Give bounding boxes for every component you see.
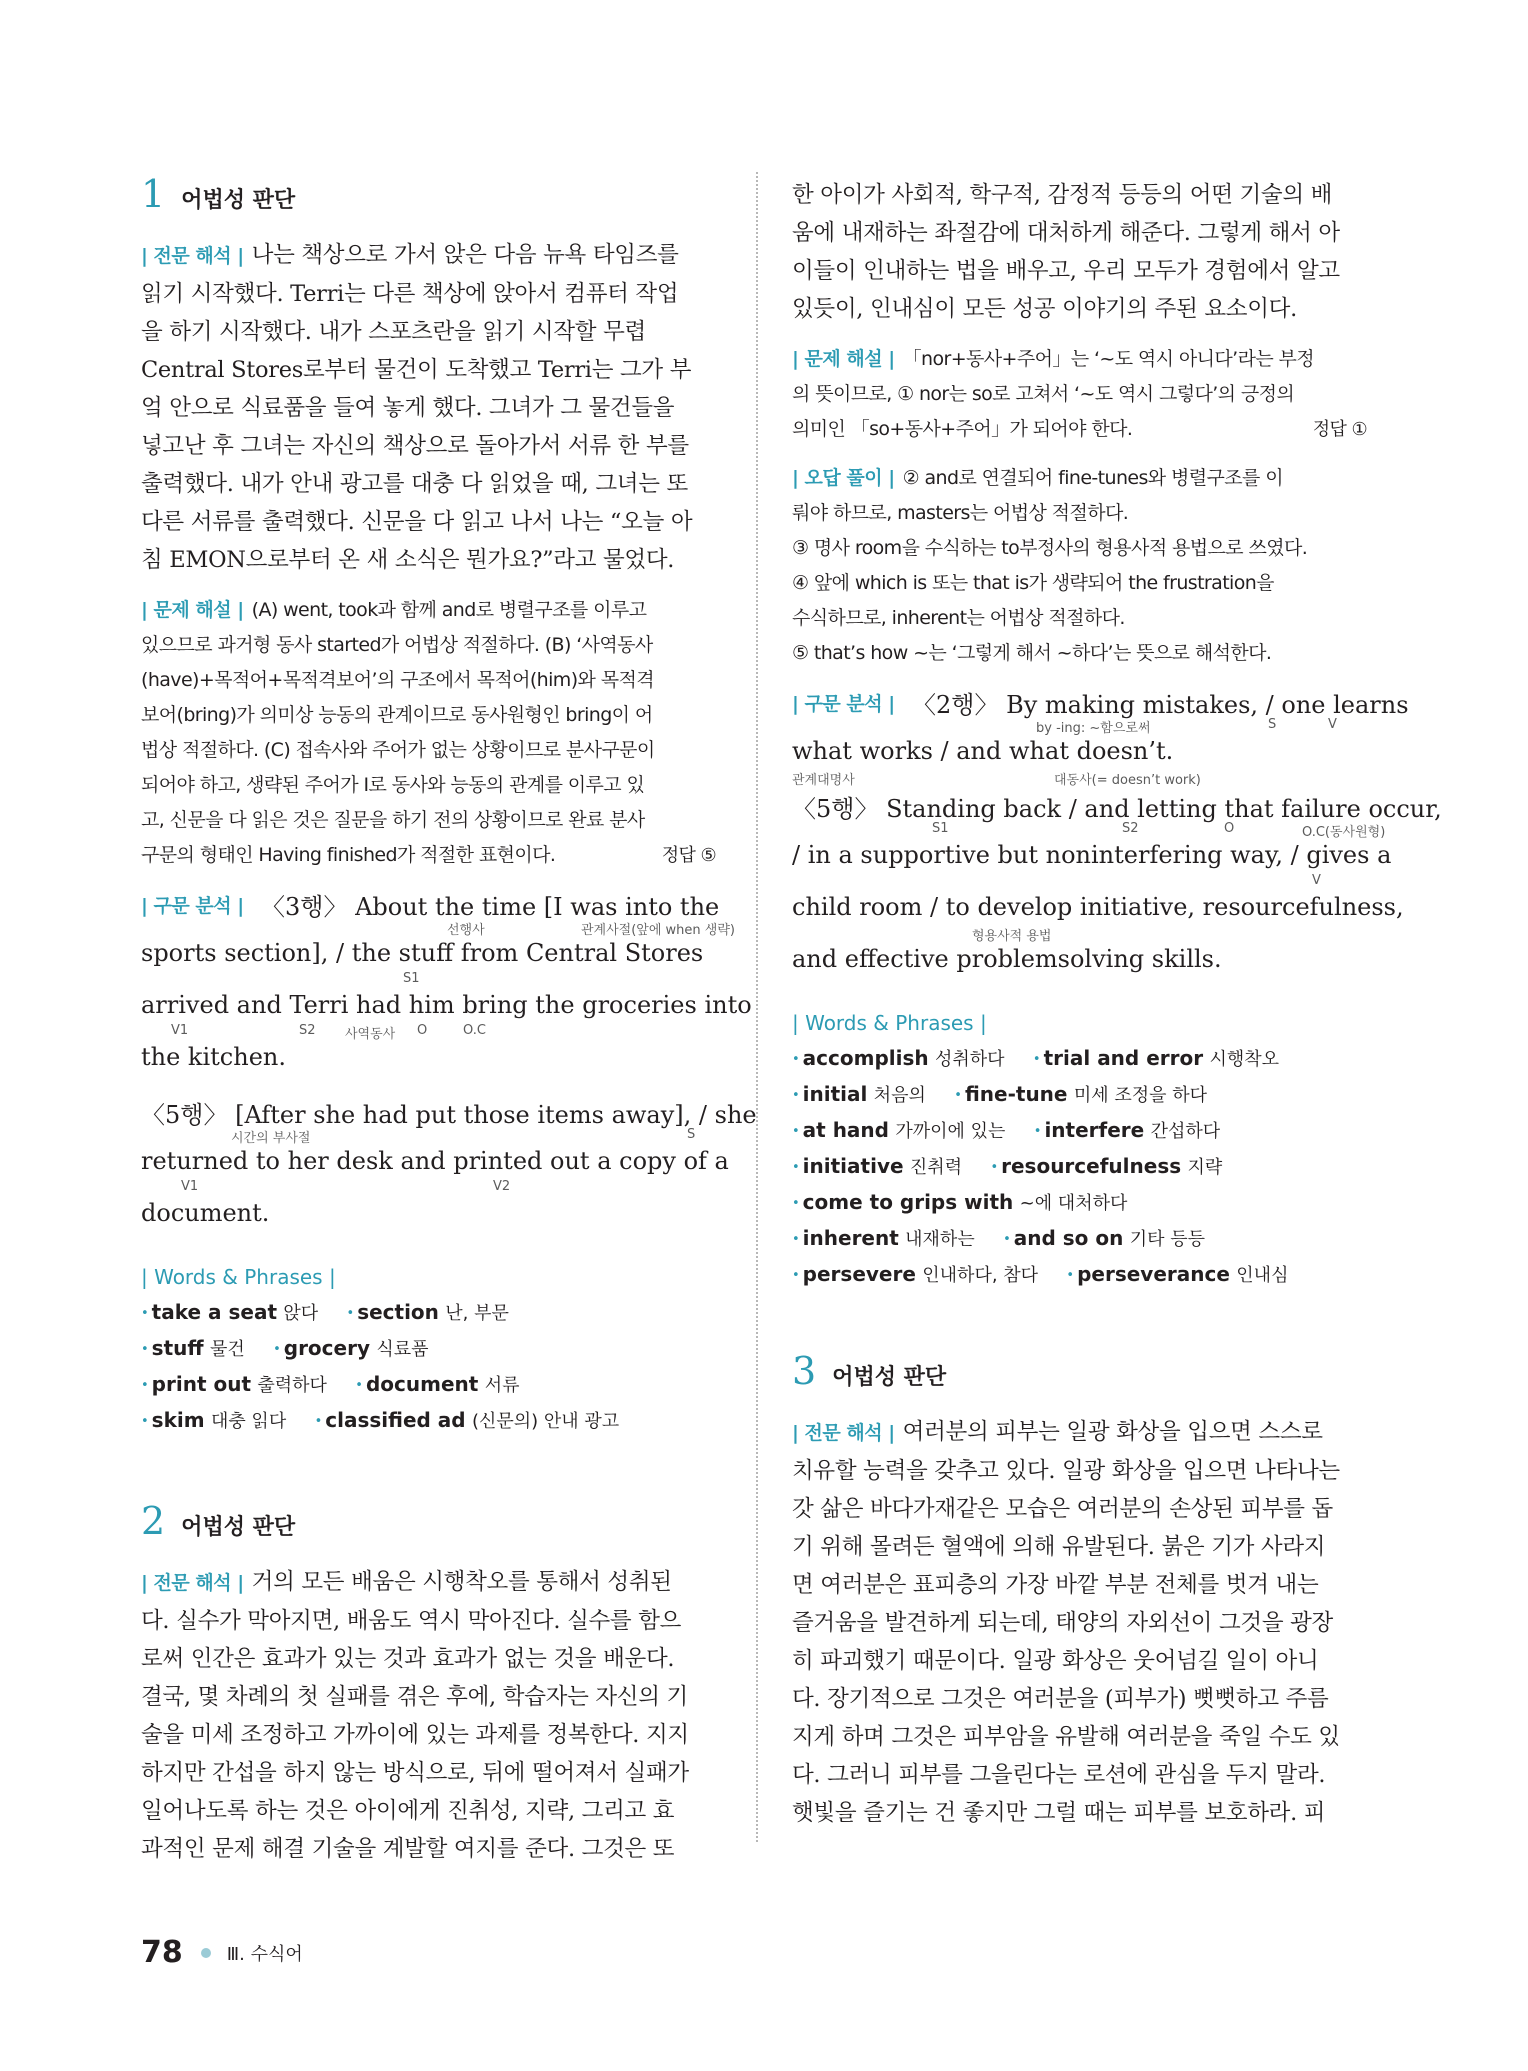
explanation-text: 구문의 형태인 Having finished가 적절한 표현이다. <box>141 844 556 866</box>
syntax-note: V <box>1328 717 1337 732</box>
syntax-note: 관계대명사 <box>792 773 855 788</box>
syntax-text: arrived and Terri had him bring the groceries into <box>141 991 752 1019</box>
syntax-line <box>141 887 735 939</box>
syntax-text: 〈5행〉 Standing back / and letting that failure occur, <box>792 795 1442 823</box>
word-item: • print out 출력하다 <box>141 1367 327 1403</box>
syntax-line <box>792 893 1404 945</box>
translation-line: 한 아이가 사회적, 학구적, 감정적 등등의 어떤 기술의 배 <box>792 182 1333 208</box>
syntax-label: | 구문 분석 | <box>792 693 895 715</box>
syntax-note: O.C(동사원형) <box>1302 825 1386 840</box>
syntax-note: 관계사절(앞에 when 생략) <box>581 923 735 938</box>
words-row <box>792 1185 1367 1221</box>
explanation-line: 되어야 하고, 생략된 주어가 I로 동사와 능동의 관계를 이루고 있 <box>141 774 645 796</box>
translation-line: 거의 모든 배움은 시행착오를 통해서 성취된 <box>251 1569 672 1595</box>
word-item: • take a seat 앉다 <box>141 1295 318 1331</box>
translation-line: 술을 미세 조정하고 가까이에 있는 과제를 정복한다. 지지 <box>141 1722 689 1748</box>
syntax-text: and effective problemsolving skills. <box>792 945 1222 973</box>
syntax-note: V <box>1312 873 1321 888</box>
syntax-note: S2 <box>299 1023 316 1038</box>
word-item: • section 난, 부문 <box>347 1295 509 1331</box>
translation-label: | 전문 해석 | <box>141 1572 244 1594</box>
translation-line: 있듯이, 인내심이 모든 성공 이야기의 주된 요소이다. <box>792 296 1297 322</box>
syntax-note: S2 <box>1122 821 1139 836</box>
syntax-line <box>792 685 1409 737</box>
explanation-label: | 문제 해설 | <box>141 599 244 621</box>
syntax-note: 선행사 <box>447 923 485 938</box>
explanation-line: (have)+목적어+목적격보어’의 구조에서 목적어(him)와 목적격 <box>141 669 654 691</box>
section-1-heading <box>141 172 716 216</box>
translation-line: 다. 실수가 막아지면, 배움도 역시 막아진다. 실수를 함으 <box>141 1608 682 1634</box>
translation-line: 갓 삶은 바다가재같은 모습은 여러분의 손상된 피부를 돕 <box>792 1496 1333 1522</box>
translation-line: 읽기 시작했다. Terri는 다른 책상에 앉아서 컴퓨터 작업 <box>141 281 679 307</box>
wrong-answer-line: ⑤ that’s how ~는 ‘그렇게 해서 ~하다’는 뜻으로 해석한다. <box>792 642 1272 664</box>
section-1-words <box>141 1295 716 1439</box>
explanation-line: 「nor+동사+주어」는 ‘~도 역시 아니다’라는 부정 <box>902 348 1315 370</box>
explanation-line <box>141 838 716 873</box>
word-item: • inherent 내재하는 <box>792 1221 975 1257</box>
words-row <box>141 1295 716 1331</box>
translation-line: 넣고난 후 그녀는 자신의 책상으로 돌아가서 서류 한 부를 <box>141 433 689 459</box>
word-item: • trial and error 시행착오 <box>1033 1041 1279 1077</box>
words-row <box>792 1221 1367 1257</box>
translation-line: 침 EMON으로부터 온 새 소식은 뭔가요?”라고 물었다. <box>141 547 675 573</box>
translation-line: 햇빛을 즐기는 건 좋지만 그럴 때는 피부를 보호하라. 피 <box>792 1800 1326 1826</box>
section-2-syntax <box>792 685 1442 997</box>
syntax-text: child room / to develop initiative, resourcefulness, <box>792 893 1404 921</box>
syntax-note: S1 <box>403 971 420 986</box>
words-phrases-heading: | Words & Phrases | <box>141 1265 336 1289</box>
translation-line: 기 위해 몰려든 혈액에 의해 유발된다. 붉은 기가 사라지 <box>792 1534 1326 1560</box>
syntax-note: 형용사적 용법 <box>972 929 1052 944</box>
word-item: • fine-tune 미세 조정을 하다 <box>954 1077 1207 1113</box>
translation-label: | 전문 해석 | <box>792 1422 895 1444</box>
translation-line: 나는 책상으로 가서 앉은 다음 뉴욕 타임즈를 <box>251 242 679 268</box>
syntax-text: 〈5행〉 [After she had put those items away], / she <box>141 1101 757 1129</box>
explanation-line <box>792 412 1367 447</box>
explanation-line: 있으므로 과거형 동사 started가 어법상 적절하다. (B) ‘사역동사 <box>141 634 653 656</box>
translation-line: 여러분의 피부는 일광 화상을 입으면 스스로 <box>902 1419 1323 1445</box>
footer-dot-icon <box>201 1948 211 1958</box>
translation-line: 이들이 인내하는 법을 배우고, 우리 모두가 경험에서 알고 <box>792 258 1340 284</box>
syntax-text: what works / and what doesn’t. <box>792 737 1174 765</box>
word-item: • perseverance 인내심 <box>1066 1257 1288 1293</box>
translation-line: 다. 장기적으로 그것은 여러분을 (피부가) 뻣뻣하고 주름 <box>792 1686 1329 1712</box>
syntax-note: S <box>687 1127 696 1142</box>
answer-badge: 정답 ① <box>1312 419 1367 440</box>
syntax-line <box>141 939 716 991</box>
syntax-note: V1 <box>181 1179 199 1194</box>
right-column <box>792 176 1442 1846</box>
explanation-label: | 문제 해설 | <box>792 348 895 370</box>
translation-line: Central Stores로부터 물건이 도착했고 Terri는 그가 부 <box>141 357 692 383</box>
word-item: • persevere 인내하다, 참다 <box>792 1257 1038 1293</box>
words-row <box>792 1113 1367 1149</box>
syntax-note: by -ing: ~함으로써 <box>1036 721 1151 736</box>
explanation-line: 보어(bring)가 의미상 능동의 관계이므로 동사원형인 bring이 어 <box>141 704 653 726</box>
wrong-answer-line: ④ 앞에 which is 또는 that is가 생략되어 the frustration을 <box>792 572 1274 594</box>
translation-line: 지게 하며 그것은 피부암을 유발해 여러분을 죽일 수도 있 <box>792 1724 1340 1750</box>
syntax-line <box>141 1095 757 1147</box>
syntax-line <box>792 841 1392 893</box>
wrong-answer-line: ② and로 연결되어 fine-tunes와 병렬구조를 이 <box>902 467 1283 489</box>
word-item: • skim 대충 읽다 <box>141 1403 286 1439</box>
section-number: 1 <box>141 172 166 216</box>
translation-line: 즐거움을 발견하게 되는데, 태양의 자외선이 그것을 광장 <box>792 1610 1333 1636</box>
wrong-answer-label: | 오답 풀이 | <box>792 467 895 489</box>
translation-line: 치유할 능력을 갖추고 있다. 일광 화상을 입으면 나타나는 <box>792 1458 1340 1484</box>
section-2-wrong-answers <box>792 461 1367 671</box>
section-2-heading <box>141 1499 716 1543</box>
syntax-note: S <box>1268 717 1277 732</box>
word-item: • classified ad (신문의) 안내 광고 <box>315 1403 620 1439</box>
translation-line: 히 파괴했기 때문이다. 일광 화상은 웃어넘길 일이 아니 <box>792 1648 1319 1674</box>
explanation-line: (A) went, took과 함께 and로 병렬구조를 이루고 <box>251 599 647 621</box>
translation-line: 다른 서류를 출력했다. 신문을 다 읽고 나서 나는 “오늘 아 <box>141 509 693 535</box>
explanation-line: 고, 신문을 다 읽은 것은 질문을 하기 전의 상황이므로 완료 분사 <box>141 809 645 831</box>
page-number: 78 <box>141 1935 183 1970</box>
word-item: • initial 처음의 <box>792 1077 926 1113</box>
syntax-note: 대동사(= doesn’t work) <box>1054 773 1201 788</box>
syntax-text: / in a supportive but noninterfering way, / gives a <box>792 841 1392 869</box>
section-title: 어법성 판단 <box>832 1365 947 1390</box>
page-footer <box>141 1935 303 1970</box>
translation-label: | 전문 해석 | <box>141 245 244 267</box>
word-item: • and so on 기타 등등 <box>1003 1221 1205 1257</box>
section-2-explanation <box>792 342 1367 447</box>
syntax-line <box>141 991 752 1043</box>
left-column <box>141 172 757 1882</box>
wrong-answer-line: ③ 명사 room을 수식하는 to부정사의 형용사적 용법으로 쓰였다. <box>792 537 1308 559</box>
explanation-text: 의미인 「so+동사+주어」가 되어야 한다. <box>792 418 1133 440</box>
translation-line: 하지만 간섭을 하지 않는 방식으로, 뒤에 떨어져서 실패가 <box>141 1760 689 1786</box>
words-row <box>141 1367 716 1403</box>
translation-line: 과적인 문제 해결 기술을 계발할 여지를 준다. 그것은 또 <box>141 1836 675 1862</box>
section-3-translation <box>792 1413 1367 1832</box>
words-phrases-heading: | Words & Phrases | <box>792 1011 987 1035</box>
word-item: • initiative 진취력 <box>792 1149 962 1185</box>
translation-line: 움에 내재하는 좌절감에 대처하게 해준다. 그렇게 해서 아 <box>792 220 1340 246</box>
syntax-note: O.C <box>463 1023 486 1038</box>
section-2-words <box>792 1041 1367 1293</box>
syntax-label: | 구문 분석 | <box>141 895 244 917</box>
word-item: • at hand 가까이에 있는 <box>792 1113 1005 1149</box>
section-1-syntax <box>141 887 757 1251</box>
explanation-line: 의 뜻이므로, ① nor는 so로 고쳐서 ‘~도 역시 그렇다’의 긍정의 <box>792 383 1295 405</box>
syntax-note: V2 <box>493 1179 511 1194</box>
translation-line: 면 여러분은 표피층의 가장 바깥 부분 전체를 벗겨 내는 <box>792 1572 1319 1598</box>
section-1-translation <box>141 236 716 579</box>
syntax-text: returned to her desk and printed out a copy of a <box>141 1147 729 1175</box>
syntax-text: document. <box>141 1199 270 1227</box>
explanation-line: 법상 적절하다. (C) 접속사와 주어가 없는 상황이므로 분사구문이 <box>141 739 655 761</box>
syntax-note: O <box>1224 821 1235 836</box>
section-2-translation-part1 <box>141 1563 716 1868</box>
syntax-note: 시간의 부사절 <box>231 1131 311 1146</box>
syntax-line <box>792 737 1367 789</box>
syntax-text: 〈3행〉 About the time [I was into the <box>261 893 720 921</box>
word-item: • accomplish 성취하다 <box>792 1041 1005 1077</box>
answer-badge: 정답 ⑤ <box>661 845 716 866</box>
section-2-translation-part2 <box>792 176 1367 328</box>
section-number: 3 <box>792 1349 817 1393</box>
words-row <box>792 1149 1367 1185</box>
translation-line: 출력했다. 내가 안내 광고를 대충 다 읽었을 때, 그녀는 또 <box>141 471 688 497</box>
syntax-line <box>792 789 1442 841</box>
section-title: 어법성 판단 <box>181 188 296 213</box>
words-row <box>792 1041 1367 1077</box>
wrong-answer-line: 뤄야 하므로, masters는 어법상 적절하다. <box>792 502 1129 524</box>
words-row <box>141 1403 716 1439</box>
words-row <box>141 1331 716 1367</box>
translation-line: 로써 인간은 효과가 있는 것과 효과가 없는 것을 배운다. <box>141 1646 675 1672</box>
section-number: 2 <box>141 1499 166 1543</box>
section-1-explanation <box>141 593 716 873</box>
word-item: • stuff 물건 <box>141 1331 245 1367</box>
syntax-line <box>141 1147 729 1199</box>
section-3-heading <box>792 1349 1367 1393</box>
syntax-line <box>141 1199 716 1251</box>
column-divider <box>756 172 758 1842</box>
word-item: • resourcefulness 지략 <box>990 1149 1222 1185</box>
syntax-text: the kitchen. <box>141 1043 286 1071</box>
syntax-note: O <box>417 1023 428 1038</box>
word-item: • come to grips with ~에 대처하다 <box>792 1185 1127 1221</box>
syntax-line <box>792 945 1367 997</box>
chapter-title: Ⅲ. 수식어 <box>226 1943 303 1965</box>
section-title: 어법성 판단 <box>181 1515 296 1540</box>
word-item: • document 서류 <box>355 1367 519 1403</box>
translation-line: 일어나도록 하는 것은 아이에게 진취성, 지략, 그리고 효 <box>141 1798 675 1824</box>
syntax-text: 〈2행〉 By making mistakes, / one learns <box>912 691 1409 719</box>
wrong-answer-line: 수식하므로, inherent는 어법상 적절하다. <box>792 607 1125 629</box>
words-row <box>792 1077 1367 1113</box>
translation-line: 을 하기 시작했다. 내가 스포츠란을 읽기 시작할 무렵 <box>141 319 646 345</box>
syntax-note: 사역동사 <box>345 1027 396 1042</box>
translation-line: 엌 안으로 식료품을 들여 놓게 했다. 그녀가 그 물건들을 <box>141 395 675 421</box>
words-row <box>792 1257 1367 1293</box>
syntax-line <box>141 1043 716 1095</box>
syntax-note: V1 <box>171 1023 189 1038</box>
syntax-text: sports section], / the stuff from Central Stores <box>141 939 704 967</box>
translation-line: 다. 그러니 피부를 그을린다는 로션에 관심을 두지 말라. <box>792 1762 1326 1788</box>
syntax-note: S1 <box>932 821 949 836</box>
word-item: • interfere 간섭하다 <box>1034 1113 1220 1149</box>
translation-line: 결국, 몇 차례의 첫 실패를 겪은 후에, 학습자는 자신의 기 <box>141 1684 688 1710</box>
word-item: • grocery 식료품 <box>273 1331 428 1367</box>
